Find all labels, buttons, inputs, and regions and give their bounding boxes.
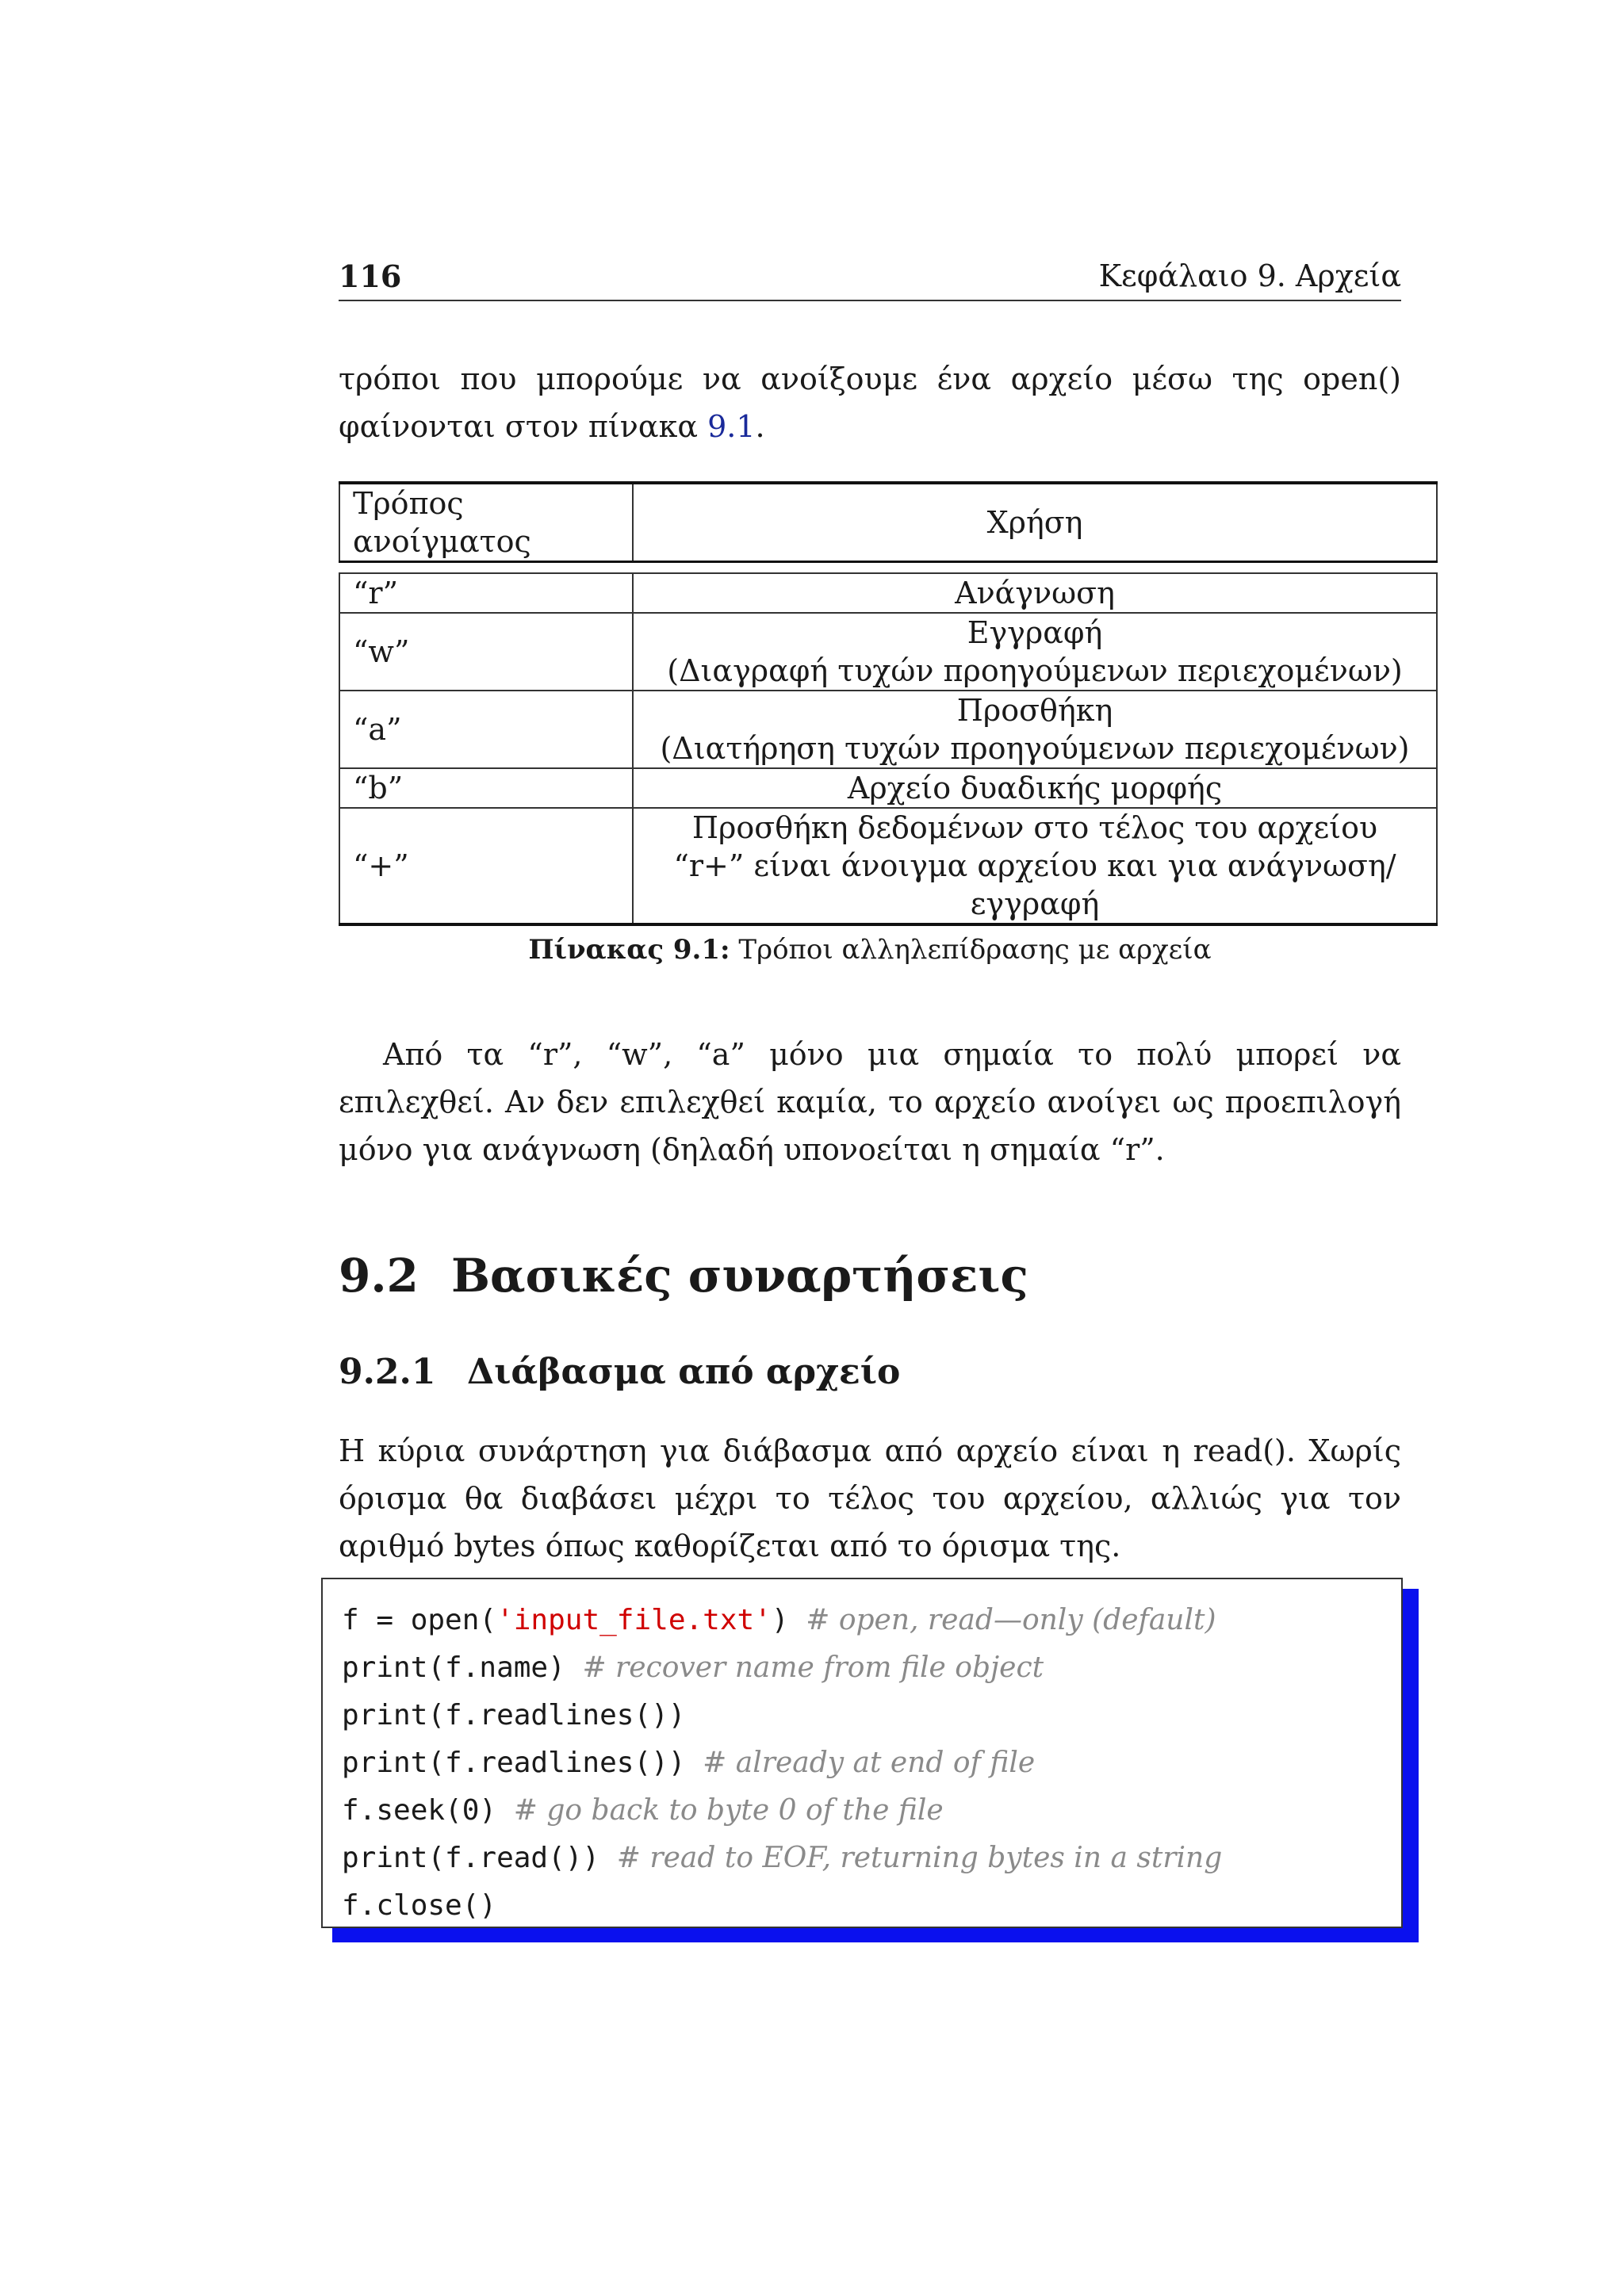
file-modes-table — [339, 481, 1438, 926]
section-number: 9.2 — [339, 1249, 419, 1303]
body-paragraph: Από τα “r”, “w”, “a” μόνο μια σημαία το πολύ μπορεί να επιλεχθεί. Αν δεν επιλεχθεί καμία, το αρχείο ανοίγει ως προεπιλογή μόνο για ανάγνωση (δηλαδή υπονοείται η σημαία “r”. — [339, 1037, 1401, 1167]
section-title: Βασικές συναρτήσεις — [451, 1249, 1028, 1303]
code-line: print(f.read()) # read to EOF, returning bytes in a string — [342, 1842, 1223, 1874]
use-line: Προσθήκη — [956, 693, 1113, 728]
subsection-title: Διάβασμα από αρχείο — [467, 1352, 901, 1392]
section-heading — [339, 1249, 1028, 1303]
intro-end: . — [755, 409, 765, 444]
table-reference-link[interactable]: 9.1 — [707, 409, 756, 444]
use-line: Εγγραφή — [967, 615, 1103, 650]
use-cell — [633, 768, 1437, 808]
subsection-heading — [339, 1352, 900, 1392]
running-head: Κεφάλαιο 9. Αρχεία — [1098, 258, 1401, 293]
caption-text: Τρόποι αλληλεπίδρασης με αρχεία — [730, 934, 1212, 966]
code-line: print(f.name) # recover name from file object — [342, 1651, 1044, 1684]
use-cell — [633, 573, 1437, 613]
intro-paragraph — [339, 355, 1401, 450]
use-line: (Διαγραφή τυχών προηγούμενων περιεχομένων) — [667, 653, 1403, 688]
code-block — [321, 1578, 1403, 1928]
table-row — [339, 613, 1437, 691]
use-cell — [633, 691, 1437, 768]
mode-cell: “r” — [339, 573, 633, 613]
code-line: print(f.readlines()) — [342, 1699, 686, 1732]
table-caption — [339, 934, 1401, 966]
use-cell — [633, 613, 1437, 691]
subsection-number: 9.2.1 — [339, 1352, 436, 1392]
use-line: Αρχείο δυαδικής μορφής — [847, 771, 1223, 806]
table-header-mode: Τρόπος ανοίγματος — [339, 483, 633, 562]
table-row — [339, 691, 1437, 768]
page-header — [339, 255, 1401, 301]
page-number: 116 — [339, 258, 402, 294]
mode-cell: “b” — [339, 768, 633, 808]
use-cell — [633, 808, 1437, 924]
table-header-row — [339, 483, 1437, 562]
use-line: (Διατήρηση τυχών προηγούμενων περιεχομένων) — [660, 731, 1410, 766]
table-row — [339, 768, 1437, 808]
body-paragraph: Η κύρια συνάρτηση για διάβασμα από αρχείο είναι η read(). Χωρίς όρισμα θα διαβάσει μέχρι το τέλος του αρχείου, αλλιώς για τον αριθμό bytes όπως καθορίζεται από το όρισμα της. — [339, 1433, 1401, 1563]
use-line: Προσθήκη δεδομένων στο τέλος του αρχείου — [691, 810, 1378, 845]
use-line: Ανάγνωση — [955, 576, 1115, 610]
table-row — [339, 808, 1437, 924]
caption-label: Πίνακας 9.1: — [528, 934, 730, 966]
intro-text: τρόποι που μπορούμε να ανοίξουμε ένα αρχείο μέσω της open() φαίνονται στον πίνακα — [339, 362, 1401, 444]
mode-cell: “+” — [339, 808, 633, 924]
mode-cell: “w” — [339, 613, 633, 691]
mode-cell: “a” — [339, 691, 633, 768]
table-header-use: Χρήση — [633, 483, 1437, 562]
use-line: “r+” είναι άνοιγμα αρχείου και για ανάγνωση/εγγραφή — [673, 848, 1396, 921]
code-line: f.close() — [342, 1889, 497, 1922]
code-line: f = open('input_file.txt') # open, read—only (default) — [342, 1604, 1216, 1636]
code-line: f.seek(0) # go back to byte 0 of the file — [342, 1794, 944, 1827]
table-row — [339, 573, 1437, 613]
code-line: print(f.readlines()) # already at end of file — [342, 1747, 1036, 1779]
